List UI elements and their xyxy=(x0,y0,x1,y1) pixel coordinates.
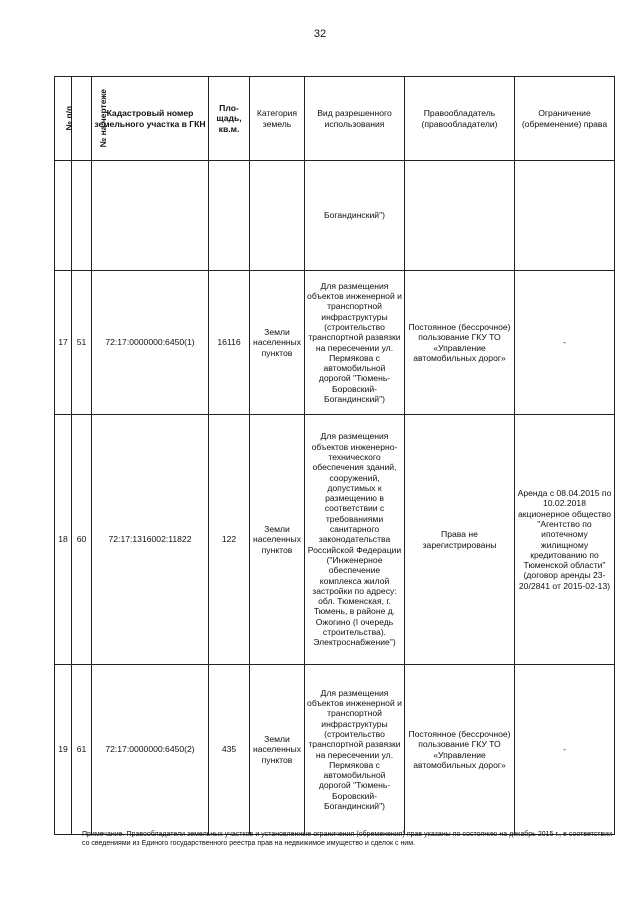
usage-cell: Богандинский") xyxy=(305,161,405,271)
header-plan-num: № на чертеже xyxy=(72,77,92,161)
header-holder: Правообладатель (правообладатели) xyxy=(405,77,515,161)
row-num: 19 xyxy=(55,665,72,835)
row-cadastral: 72:17:0000000:6450(1) xyxy=(92,271,209,415)
row-encumbrance: - xyxy=(515,271,615,415)
row-encumbrance: Аренда с 08.04.2015 по 10.02.2018 акционерное общество "Агентство по ипотечному жилищному кредитованию по Тюменской области" (договор аренды 23-20/2841 от 2015-02-13) xyxy=(515,415,615,665)
table-row-continuation xyxy=(55,161,615,271)
row-plan-num: 61 xyxy=(72,665,92,835)
row-usage: Для размещения объектов инженерной и транспортной инфраструктуры (строительство транспортной развязки на пересечении ул. Пермякова с автомобильной дорогой "Тюмень-Боровский-Богандинский") xyxy=(305,271,405,415)
header-cadastral: Кадастровый номер земельного участка в ГКН xyxy=(92,77,209,161)
row-num: 17 xyxy=(55,271,72,415)
row-category: Земли населенных пунктов xyxy=(250,665,305,835)
row-category: Земли населенных пунктов xyxy=(250,415,305,665)
row-encumbrance: - xyxy=(515,665,615,835)
header-num: № п/п xyxy=(55,77,72,161)
footnote: Примечание. Правообладатели земельных участков и установленные ограничения (обременения) прав указаны по состоянию на декабрь 2015 г., в соответствии со сведениями из Единого государственного реестра прав на недвижимое имущество и сделок с ним. xyxy=(82,831,612,847)
row-holder: Постоянное (бессрочное) пользование ГКУ ТО «Управление автомобильных дорог» xyxy=(405,665,515,835)
header-area: Пло-щадь, кв.м. xyxy=(209,77,250,161)
row-area: 122 xyxy=(209,415,250,665)
row-holder: Постоянное (бессрочное) пользование ГКУ ТО «Управление автомобильных дорог» xyxy=(405,271,515,415)
row-cadastral: 72:17:0000000:6450(2) xyxy=(92,665,209,835)
row-plan-num: 51 xyxy=(72,271,92,415)
land-plots-table xyxy=(54,76,615,835)
table-header-row xyxy=(55,77,615,161)
row-holder: Права не зарегистрированы xyxy=(405,415,515,665)
row-usage: Для размещения объектов инженерно-технического обеспечения зданий, сооружений, допустимых к размещению в соответствии с требованиями санитарного законодательства Российской Федерации ("Инженерное обеспечение комплекса жилой застройки по адресу: обл. Тюменская, г. Тюмень, в районе д. Ожогино (I очередь строительства). Электроснабжение") xyxy=(305,415,405,665)
row-category: Земли населенных пунктов xyxy=(250,271,305,415)
header-usage: Вид разрешенного использования xyxy=(305,77,405,161)
row-plan-num: 60 xyxy=(72,415,92,665)
row-area: 435 xyxy=(209,665,250,835)
header-encumbrance: Ограничение (обременение) права xyxy=(515,77,615,161)
row-num: 18 xyxy=(55,415,72,665)
row-cadastral: 72:17:1316002:11822 xyxy=(92,415,209,665)
row-usage: Для размещения объектов инженерной и транспортной инфраструктуры (строительство транспортной развязки на пересечении ул. Пермякова с автомобильной дорогой "Тюмень-Боровский-Богандинский") xyxy=(305,665,405,835)
table-row xyxy=(55,665,615,835)
header-category: Категория земель xyxy=(250,77,305,161)
table-row xyxy=(55,271,615,415)
page-number: 32 xyxy=(313,28,327,40)
table-row xyxy=(55,415,615,665)
row-area: 16116 xyxy=(209,271,250,415)
